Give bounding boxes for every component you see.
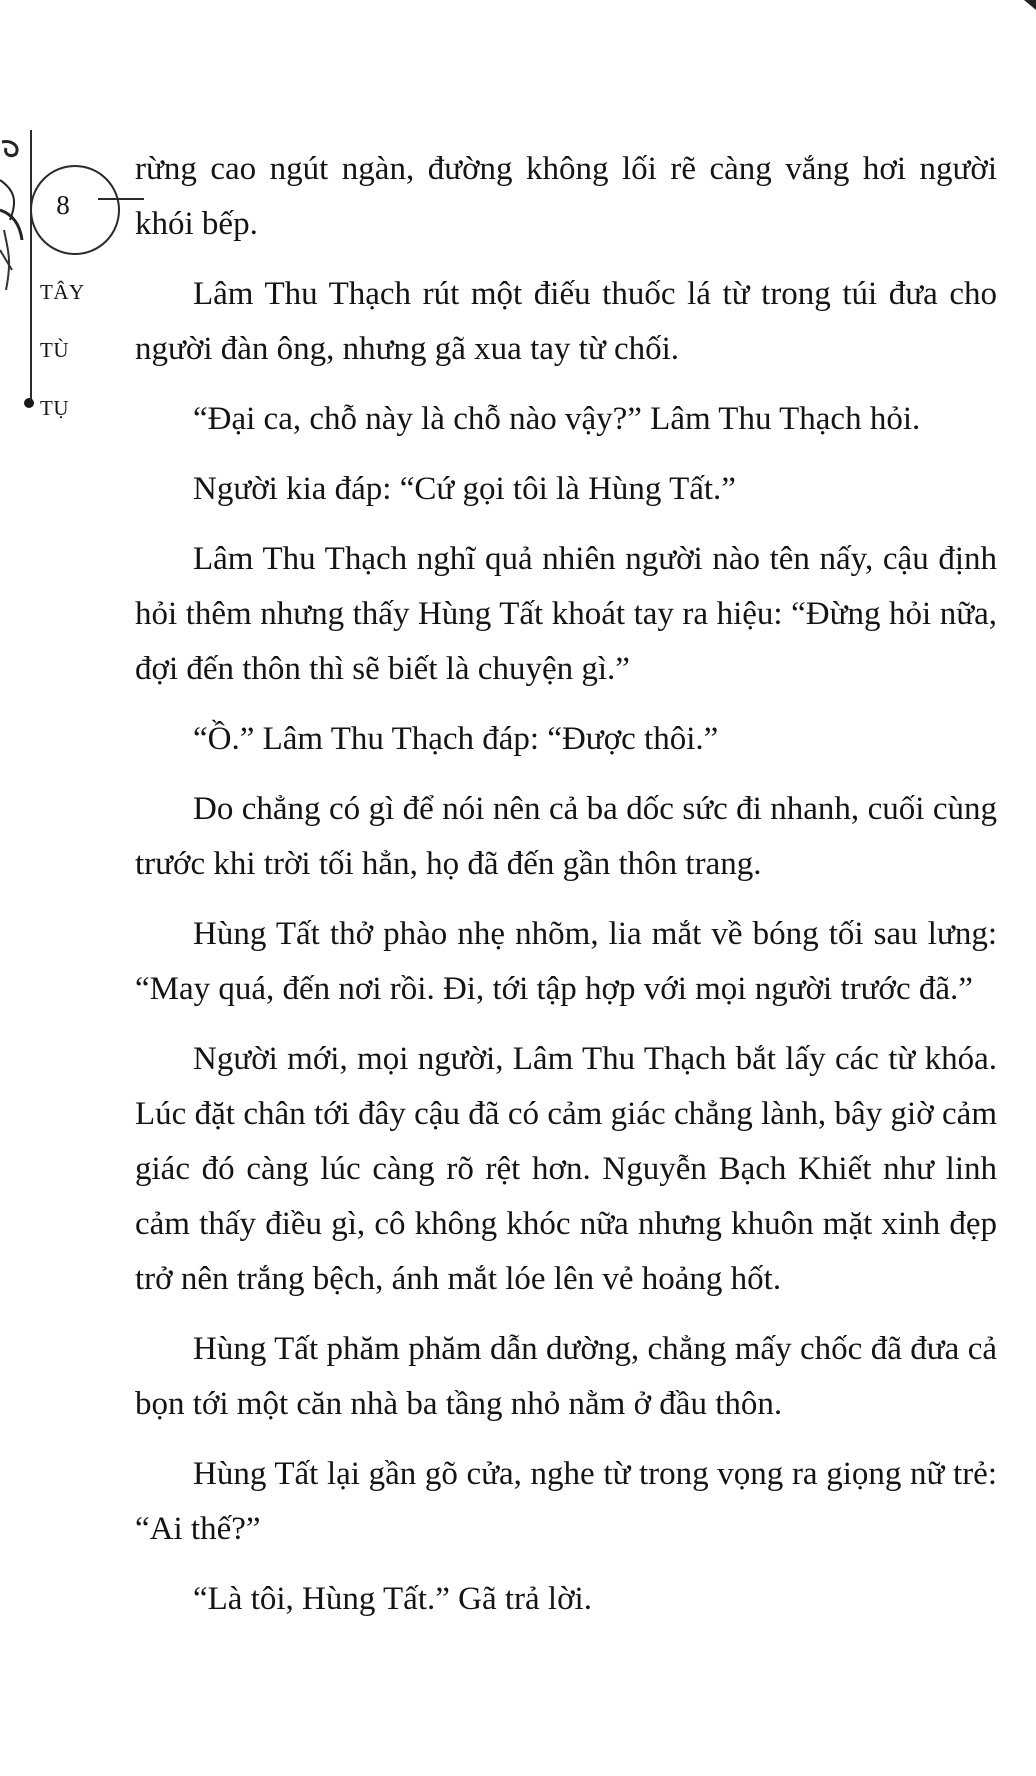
paragraph: Lâm Thu Thạch rút một điếu thuốc lá từ trong túi đưa cho người đàn ông, nhưng gã xua tay từ chối. bbox=[135, 276, 997, 367]
page-number: 8 bbox=[56, 190, 70, 220]
corner-mark-icon bbox=[1024, 0, 1036, 10]
paragraph: Người kia đáp: “Cứ gọi tôi là Hùng Tất.” bbox=[193, 471, 736, 507]
vertical-rule bbox=[30, 130, 32, 405]
paragraph: Lâm Thu Thạch nghĩ quả nhiên người nào tên nấy, cậu định hỏi thêm nhưng thấy Hùng Tất khoát tay ra hiệu: “Đừng hỏi nữa, đợi đến thôn thì sẽ biết là chuyện gì.” bbox=[135, 541, 997, 687]
margin-decoration bbox=[0, 0, 130, 460]
paragraph: Hùng Tất thở phào nhẹ nhõm, lia mắt về bóng tối sau lưng: “May quá, đến nơi rồi. Đi, tới tập hợp với mọi người trước đã.” bbox=[135, 916, 997, 1007]
paragraph: “Là tôi, Hùng Tất.” Gã trả lời. bbox=[193, 1581, 592, 1617]
paragraph: Hùng Tất lại gần gõ cửa, nghe từ trong vọng ra giọng nữ trẻ: “Ai thế?” bbox=[135, 1456, 997, 1547]
paragraph: Do chẳng có gì để nói nên cả ba dốc sức đi nhanh, cuối cùng trước khi trời tối hẳn, họ đã đến gần thôn trang. bbox=[135, 791, 997, 882]
series-title-word: TÙ bbox=[40, 338, 69, 362]
paragraph: “Ồ.” Lâm Thu Thạch đáp: “Được thôi.” bbox=[193, 721, 719, 757]
paragraph: Người mới, mọi người, Lâm Thu Thạch bắt lấy các từ khóa. Lúc đặt chân tới đây cậu đã có cảm giác chẳng lành, bây giờ cảm giác đó càng lúc càng rõ rệt hơn. Nguyễn Bạch Khiết như linh cảm thấy điều gì, cô không khóc nữa nhưng khuôn mặt xinh đẹp trở nên trắng bệch, ánh mắt lóe lên vẻ hoảng hốt. bbox=[135, 1041, 997, 1297]
paragraph: Hùng Tất phăm phăm dẫn dường, chẳng mấy chốc đã đưa cả bọn tới một căn nhà ba tầng nhỏ nằm ở đầu thôn. bbox=[135, 1331, 997, 1422]
body-text bbox=[135, 142, 997, 1642]
series-title bbox=[40, 263, 100, 437]
series-title-word: TỤ bbox=[40, 396, 69, 420]
paragraph: “Đại ca, chỗ này là chỗ nào vậy?” Lâm Thu Thạch hỏi. bbox=[193, 401, 921, 437]
bamboo-ornament-icon bbox=[0, 140, 40, 330]
paragraph: rừng cao ngút ngàn, đường không lối rẽ càng vắng hơi người khói bếp. bbox=[135, 151, 997, 242]
rule-end-dot bbox=[24, 398, 34, 408]
series-title-word: TÂY bbox=[40, 280, 85, 304]
